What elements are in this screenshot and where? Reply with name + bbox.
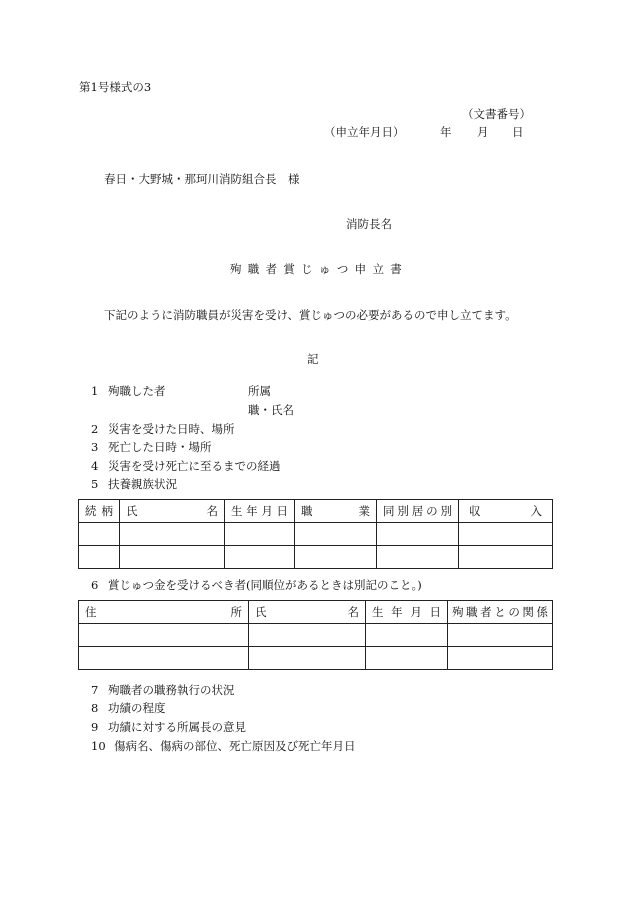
addressee: 春日・大野城・那珂川消防組合長 様 (104, 172, 300, 186)
table-cell (459, 523, 553, 546)
item-number: 1 (91, 384, 99, 398)
table-cell (366, 624, 448, 647)
table-cell (249, 624, 366, 647)
item-label: 功績に対する所属長の意見 (108, 720, 246, 734)
table-cell (120, 523, 225, 546)
table-cell (377, 546, 459, 569)
table-cell (79, 523, 120, 546)
header-occupation: 職 業 (295, 500, 377, 523)
header-cohabitation: 同 別 居 の 別 (377, 500, 459, 523)
item-number: 2 (91, 422, 99, 436)
item-7 (91, 683, 235, 697)
header-address: 住 所 (79, 601, 249, 624)
table-row (79, 647, 553, 670)
table-cell (249, 647, 366, 670)
item-4 (91, 459, 281, 473)
item-number: 5 (91, 477, 99, 491)
item-9 (91, 720, 246, 734)
item-number: 6 (91, 578, 99, 592)
table-cell (225, 523, 295, 546)
table-row (79, 624, 553, 647)
item-label: 扶養親族状況 (108, 477, 177, 491)
table-header-row (79, 500, 553, 523)
item-number: 8 (91, 701, 99, 715)
table-cell (79, 647, 249, 670)
application-date-line (0, 125, 630, 139)
header-relationship: 殉 職 者 と の 関 係 (448, 601, 553, 624)
body-text: 下記のように消防職員が災害を受け、賞じゅつの必要があるので申し立てます。 (104, 308, 517, 322)
ki-heading: 記 (307, 352, 319, 366)
header-income: 収 入 (459, 500, 553, 523)
header-birth-date: 生 年 月 日 (366, 601, 448, 624)
form-number: 第1号様式の3 (79, 80, 152, 94)
table-cell (448, 647, 553, 670)
affiliation-label: 所属 (248, 384, 271, 398)
item-label: 災害を受け死亡に至るまでの経過 (108, 459, 281, 473)
application-date-label: （申立年月日） (324, 125, 405, 139)
document-number-label: （文書番号） (462, 107, 531, 121)
item-5 (91, 477, 177, 491)
month-label: 月 (477, 125, 489, 139)
table-cell (459, 546, 553, 569)
table-cell (79, 546, 120, 569)
table-row (79, 523, 553, 546)
item-number: 4 (91, 459, 99, 473)
table-cell (295, 546, 377, 569)
header-name: 氏 名 (249, 601, 366, 624)
recipients-table (78, 600, 553, 670)
item-label: 賞じゅつ金を受けるべき者(同順位があるときは別記のこと。) (108, 578, 422, 592)
item-3 (91, 440, 212, 454)
item-label: 死亡した日時・場所 (108, 440, 212, 454)
item-10 (91, 739, 356, 753)
item-label: 殉職した者 (108, 384, 166, 398)
item-6 (91, 578, 422, 592)
year-label: 年 (440, 125, 452, 139)
item-label: 功績の程度 (108, 701, 166, 715)
header-relation: 続 柄 (79, 500, 120, 523)
table-cell (295, 523, 377, 546)
fire-chief-name: 消防長名 (346, 217, 392, 231)
document-title: 殉職者賞じゅつ申立書 (229, 262, 409, 276)
item-number: 10 (91, 739, 106, 753)
item-number: 9 (91, 720, 99, 734)
position-name-label: 職・氏名 (248, 403, 294, 417)
table-cell (448, 624, 553, 647)
table-cell (366, 647, 448, 670)
item-2 (91, 422, 235, 436)
dependents-table (78, 499, 553, 569)
item-label: 災害を受けた日時、場所 (108, 422, 235, 436)
item-1 (91, 384, 166, 398)
header-birth-date: 生 年 月 日 (225, 500, 295, 523)
table-cell (225, 546, 295, 569)
item-label: 傷病名、傷病の部位、死亡原因及び死亡年月日 (114, 739, 356, 753)
item-8 (91, 701, 166, 715)
header-name: 氏 名 (120, 500, 225, 523)
table-cell (79, 624, 249, 647)
day-label: 日 (512, 125, 524, 139)
item-number: 3 (91, 440, 99, 454)
item-number: 7 (91, 683, 99, 697)
table-row (79, 546, 553, 569)
table-cell (120, 546, 225, 569)
item-label: 殉職者の職務執行の状況 (108, 683, 235, 697)
table-header-row (79, 601, 553, 624)
table-cell (377, 523, 459, 546)
